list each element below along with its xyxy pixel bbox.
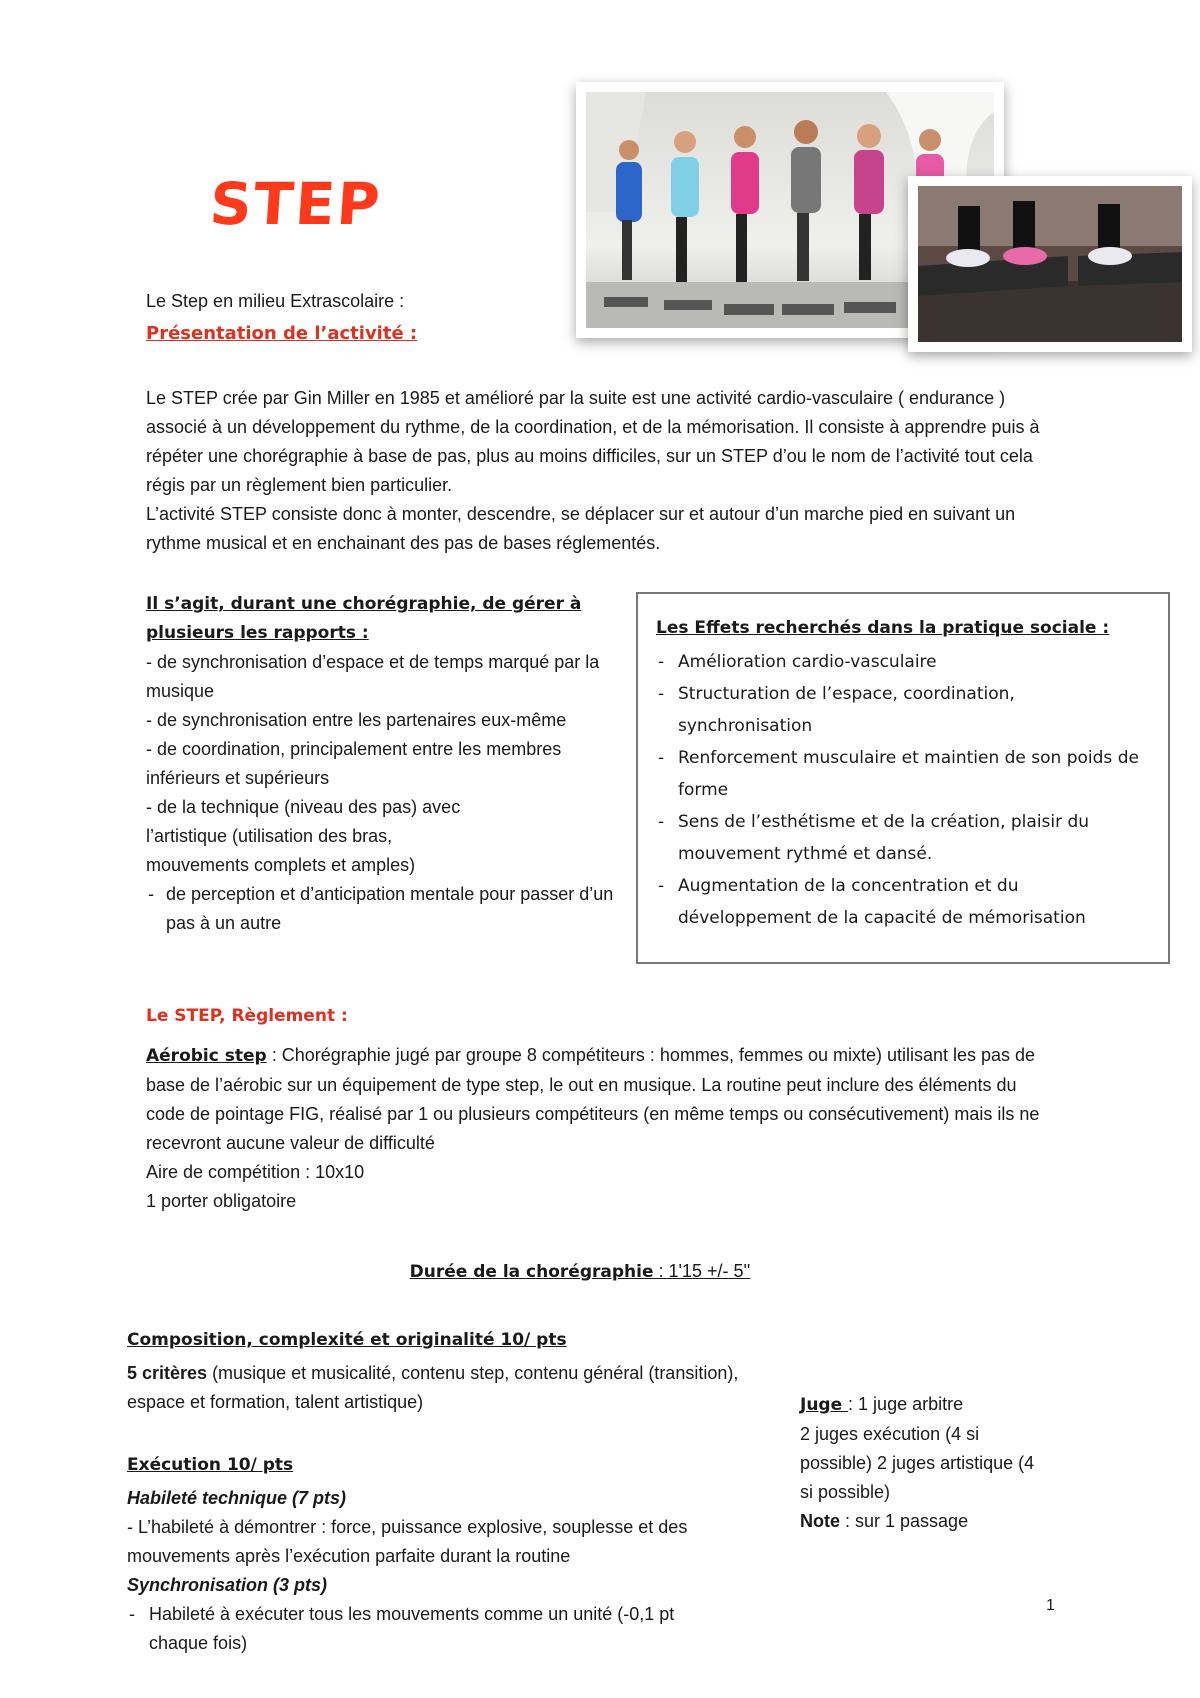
- duree-line: [0, 1257, 1200, 1287]
- criteres-text: (musique et musicalité, contenu step, contenu général (transition), espace et formation, talent artistique): [127, 1363, 739, 1412]
- duree-value: : 1'15 +/- 5'': [653, 1261, 751, 1281]
- presentation-section: [146, 384, 1046, 558]
- composition-criteres: [127, 1359, 747, 1417]
- execution-section: [127, 1484, 777, 1658]
- presentation-paragraph: Le STEP crée par Gin Miller en 1985 et amélioré par la suite est une activité cardio-vasculaire ( endurance ) associé à un développement du rythme, de la coordination, et de la mémorisation. Il consiste à apprendre puis à répéter une chorégraphie à base de pas, plus au moins difficiles, sur un STEP d’ou le nom de l’activité tout cela régis par un règlement bien particulier.: [146, 388, 1040, 495]
- rapports-dash-list: [146, 880, 614, 938]
- rapports-item: - de perception et d’anticipation mentale pour passer d’un pas à un autre: [146, 880, 614, 938]
- rapports-item: - de synchronisation entre les partenaires eux-même: [146, 710, 567, 730]
- reglement-heading: Le STEP, Règlement :: [146, 1006, 348, 1026]
- habilete-heading: Habileté technique (7 pts): [127, 1488, 347, 1508]
- effects-box: [636, 592, 1170, 964]
- reglement-section: [146, 1041, 1056, 1216]
- note-text: : sur 1 passage: [840, 1511, 969, 1531]
- effects-list: [656, 646, 1150, 934]
- rapports-heading: Il s’agit, durant une chorégraphie, de gérer à plusieurs les rapports :: [146, 594, 582, 643]
- porter-line: 1 porter obligatoire: [146, 1191, 297, 1211]
- aerobic-paragraph: [146, 1041, 1056, 1158]
- note-label: Note: [800, 1511, 840, 1531]
- execution-heading: Exécution 10/ pts: [127, 1455, 294, 1475]
- page-number: 1: [1046, 1597, 1055, 1614]
- juge-text2: 2 juges exécution (4 si possible) 2 juges artistique (4 si possible): [800, 1424, 1035, 1502]
- aerobic-text: : Chorégraphie jugé par groupe 8 compétiteurs : hommes, femmes ou mixte) utilisant les pas de base de l’aérobic sur un équipement de type step, le out en musique. La routine peut inclure des éléments du code de pointage FIG, réalisé par 1 ou plusieurs compétiteurs (en même temps ou consécutivement) mais ils ne recevront aucune valeur de difficulté: [146, 1045, 1040, 1153]
- rapports-section: [146, 590, 614, 938]
- juge-label: Juge: [800, 1395, 849, 1415]
- subtitle: Le Step en milieu Extrascolaire :: [146, 291, 405, 311]
- synchro-item: - Habileté à exécuter tous les mouvements comme un unité (-0,1 pt chaque fois): [127, 1600, 709, 1658]
- effects-item: - Augmentation de la concentration et du développement de la capacité de mémorisation: [656, 870, 1150, 934]
- synchro-list: [127, 1600, 777, 1658]
- aire-line: Aire de compétition : 10x10: [146, 1162, 365, 1182]
- rapports-item: - de synchronisation d’espace et de temps marqué par la musique: [146, 652, 600, 701]
- rapports-item: - de coordination, principalement entre les membres inférieurs et supérieurs: [146, 739, 562, 788]
- note-line: [800, 1507, 1050, 1536]
- effects-item: - Sens de l’esthétisme et de la création, plaisir du mouvement rythmé et dansé.: [656, 806, 1150, 870]
- synchro-heading: Synchronisation (3 pts): [127, 1575, 328, 1595]
- effects-heading: Les Effets recherchés dans la pratique sociale :: [656, 618, 1110, 638]
- presentation-heading: Présentation de l’activité :: [146, 323, 418, 344]
- step-feet-photo: [908, 176, 1192, 352]
- rapports-item: - de la technique (niveau des pas) avec l’artistique (utilisation des bras, mouvements complets et amples): [146, 797, 461, 875]
- aerobic-label: Aérobic step: [146, 1046, 267, 1066]
- effects-item: - Structuration de l’espace, coordination, synchronisation: [656, 678, 1150, 742]
- presentation-paragraph: L’activité STEP consiste donc à monter, descendre, se déplacer sur et autour d’un marche pied en suivant un rythme musical et en enchainant des pas de bases réglementés.: [146, 504, 1016, 553]
- page-title: STEP: [207, 170, 384, 238]
- habilete-text: - L’habileté à démontrer : force, puissance explosive, souplesse et des mouvements après l’exécution parfaite durant la routine: [127, 1517, 688, 1566]
- effects-item: - Renforcement musculaire et maintien de son poids de forme: [656, 742, 1150, 806]
- duree-label: Durée de la chorégraphie: [409, 1262, 654, 1282]
- juge-line: [800, 1390, 1050, 1420]
- juge-text: : 1 juge arbitre: [848, 1394, 964, 1414]
- criteres-label: 5 critères: [127, 1363, 208, 1383]
- effects-item: - Amélioration cardio-vasculaire: [656, 646, 1150, 678]
- composition-heading: Composition, complexité et originalité 10/ pts: [127, 1330, 567, 1350]
- juge-section: [800, 1390, 1050, 1536]
